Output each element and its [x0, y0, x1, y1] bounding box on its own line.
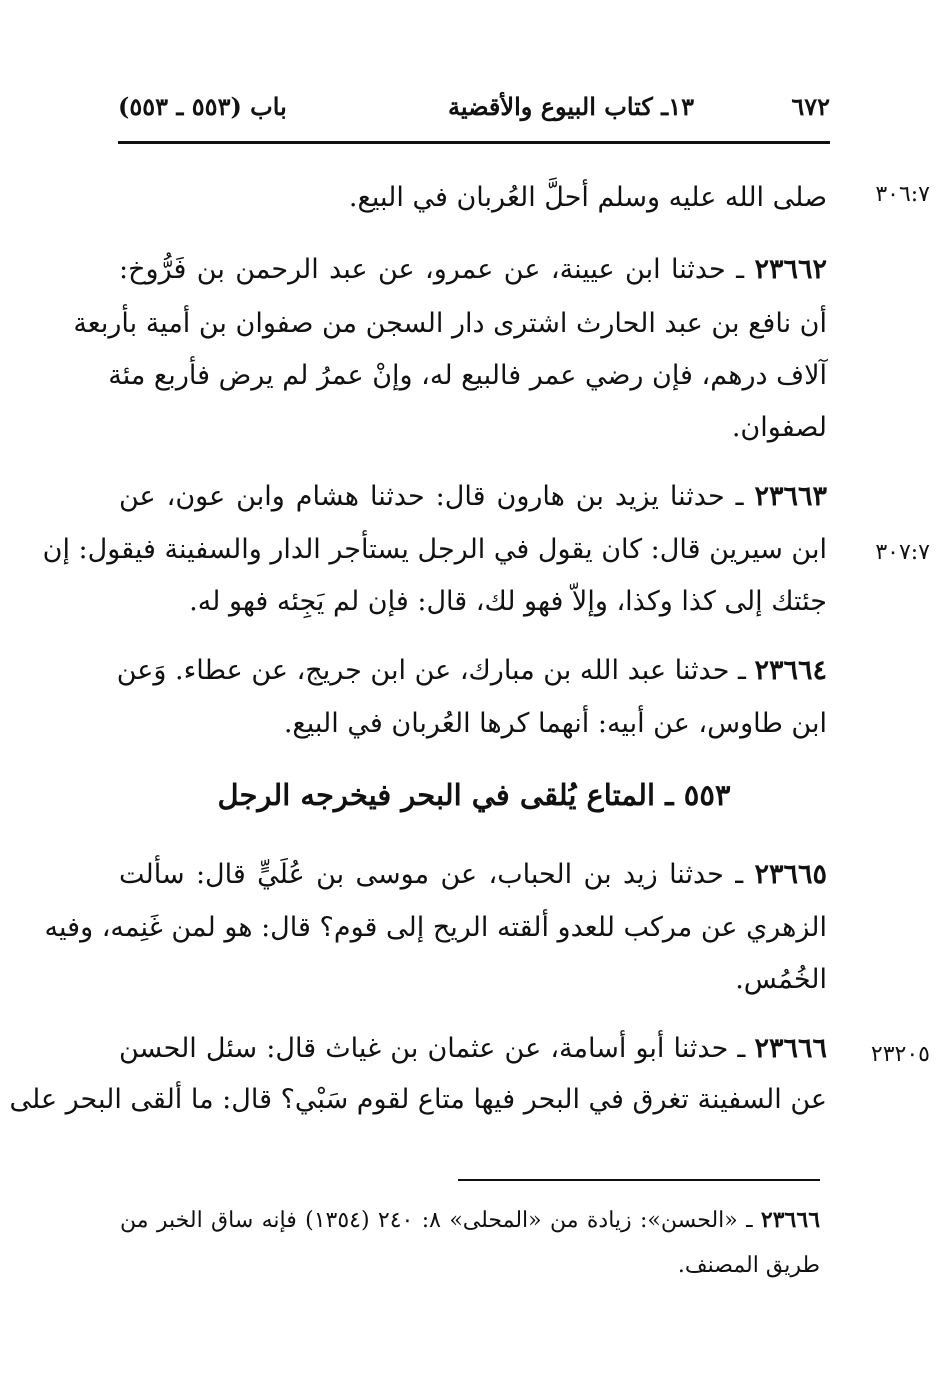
hadith-23662-line-4: لصفوان. — [731, 412, 827, 443]
hadith-23666-line-2: عن السفينة تغرق في البحر فيها متاع لقوم سَبْي؟ قال: ما ألقى البحر على — [9, 1084, 827, 1115]
hadith-number: ٢٣٦٦٥ — [754, 859, 827, 890]
hadith-23665-line-2: الزهري عن مركب للعدو ألقته الريح إلى قوم؟ قال: هو لمن غَنِمه، وفيه — [44, 912, 827, 943]
margin-ref-306: ٣٠٦:٧ — [875, 182, 930, 207]
hadith-text: ـ حدثنا ابن عيينة، عن عمرو، عن عبد الرحمن بن فَرُّوخ: — [119, 254, 745, 285]
hadith-23662-line-1 — [119, 250, 827, 290]
hadith-text: ـ حدثنا يزيد بن هارون قال: حدثنا هشام وابن عون، عن — [119, 481, 744, 512]
hadith-number: ٢٣٦٦٣ — [754, 481, 827, 512]
hadith-text: ـ حدثنا زيد بن الحباب، عن موسى بن عُلَيٍّ قال: سألت — [119, 859, 744, 890]
section-title: ٥٥٣ ـ المتاع يُلقى في البحر فيخرجه الرجل — [217, 778, 731, 812]
footnote-text: ـ «الحسن»: زيادة من «المحلى» ٨: ٢٤٠ (١٣٥٤) فإنه ساق الخبر من — [120, 1208, 753, 1233]
hadith-23662-line-2: أن نافع بن عبد الحارث اشترى دار السجن من صفوان بن أمية بأربعة — [73, 308, 827, 339]
hadith-number: ٢٣٦٦٦ — [754, 1033, 827, 1064]
footnote-line-2: طريق المصنف. — [677, 1253, 820, 1278]
footnote-number: ٢٣٦٦٦ — [760, 1207, 821, 1233]
footnote-divider — [458, 1179, 820, 1181]
footnote-line-1 — [120, 1203, 820, 1238]
hadith-number: ٢٣٦٦٤ — [754, 655, 827, 686]
hadith-23663-line-1 — [119, 477, 827, 517]
hadith-23664-line-1 — [116, 651, 827, 691]
hadith-23663-line-2: ابن سيرين قال: كان يقول في الرجل يستأجر الدار والسفينة فيقول: إن — [42, 534, 827, 565]
book-title: ١٣ـ كتاب البيوع والأقضية — [448, 92, 694, 121]
chapter-range: باب (٥٥٣ ـ ٥٥٣) — [118, 92, 287, 121]
hadith-23666-line-1 — [119, 1029, 827, 1069]
text-line: صلى الله عليه وسلم أحلَّ العُربان في البيع. — [348, 182, 827, 213]
hadith-23663-line-3: جئتك إلى كذا وكذا، وإلاّ فهو لك، قال: فإن لم يَجِئه فهو له. — [189, 586, 827, 617]
page-number: ٦٧٢ — [791, 92, 830, 121]
header-divider — [118, 141, 830, 144]
hadith-number: ٢٣٦٦٢ — [754, 254, 827, 285]
hadith-23665-line-3: الخُمُس. — [735, 964, 827, 995]
page-header — [118, 92, 830, 132]
margin-ref-23205: ٢٣٢٠٥ — [870, 1042, 930, 1067]
hadith-23665-line-1 — [119, 855, 827, 895]
hadith-23664-line-2: ابن طاوس، عن أبيه: أنهما كرها العُربان في البيع. — [283, 708, 827, 739]
hadith-text: ـ حدثنا عبد الله بن مبارك، عن ابن جريج، عن عطاء. وَعن — [116, 655, 746, 686]
hadith-23662-line-3: آلاف درهم، فإن رضي عمر فالبيع له، وإنْ عمرُ لم يرض فأربع مئة — [108, 360, 827, 391]
hadith-text: ـ حدثنا أبو أسامة، عن عثمان بن غياث قال: سئل الحسن — [119, 1033, 746, 1064]
margin-ref-307: ٣٠٧:٧ — [875, 540, 930, 565]
